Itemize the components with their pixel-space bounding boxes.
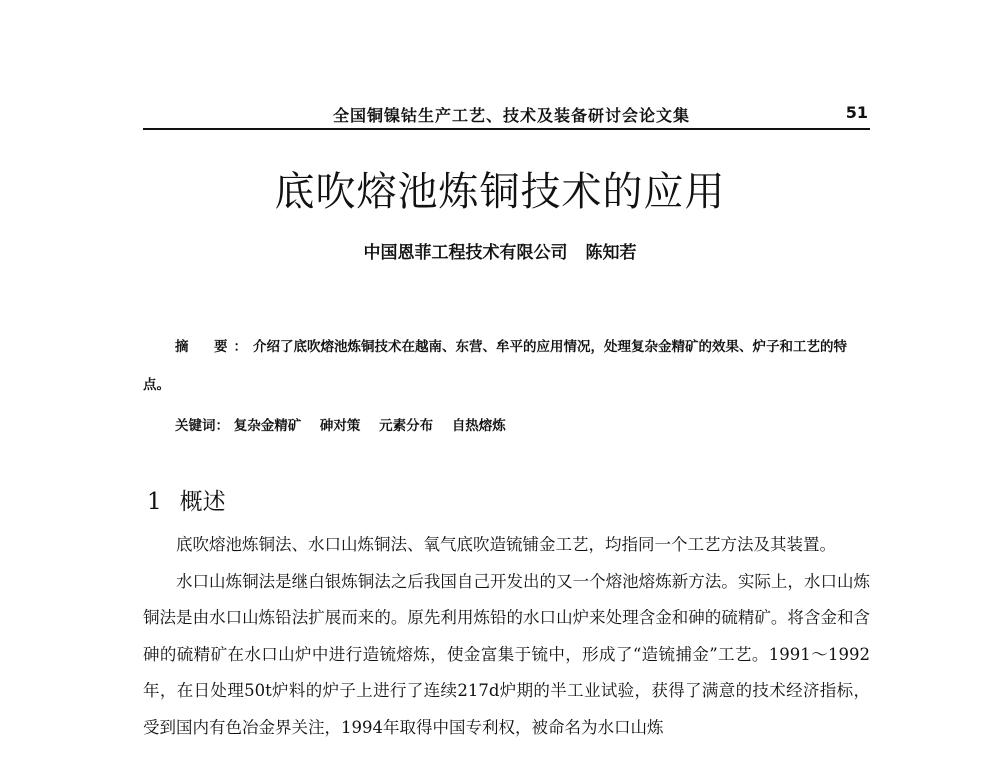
keyword: 砷对策 [319, 418, 361, 434]
keyword: 自热熔炼 [451, 418, 506, 434]
article-title: 底吹熔池炼铜技术的应用 [274, 169, 726, 215]
series-title: 全国铜镍钴生产工艺、技术及装备研讨会论文集 [333, 106, 691, 125]
abstract-label: 摘 要： [175, 339, 253, 355]
author-line [0, 238, 1000, 263]
keyword: 元素分布 [379, 418, 434, 434]
abstract [143, 328, 870, 404]
author-name: 陈知若 [585, 243, 637, 263]
paragraph: 水口山炼铜法是继白银炼铜法之后我国自己开发出的又一个熔池熔炼新方法。实际上，水口山炼铜法是由水口山炼铅法扩展而来的。原先利用炼铅的水口山炉来处理含金和砷的硫精矿。将含金和含砷的硫精矿在水口山炉中进行造锍熔炼，使金富集于锍中，形成了“造锍捕金”工艺。1991～1992年，在日处理50t炉料的炉子上进行了连续217d炉期的半工业试验，获得了满意的技术经济指标，受到国内有色冶金界关注，1994年取得中国专利权，被命名为水口山炼 [143, 571, 870, 737]
page-number: 51 [845, 103, 868, 122]
keyword: 复杂金精矿 [233, 418, 302, 434]
affiliation: 中国恩菲工程技术有限公司 [363, 243, 568, 263]
section-heading [147, 483, 226, 516]
header-rule [143, 128, 870, 130]
section-title: 概述 [179, 489, 226, 515]
keywords [175, 414, 520, 434]
paragraph: 底吹熔池炼铜法、水口山炼铜法、氧气底吹造锍铺金工艺，均指同一个工艺方法及其装置。 [176, 535, 836, 554]
keywords-label: 关键词： [175, 418, 229, 434]
body-text [143, 527, 870, 746]
section-number: 1 [147, 489, 162, 515]
running-header [143, 103, 870, 129]
abstract-text: 介绍了底吹熔池炼铜技术在越南、东营、牟平的应用情况，处理复杂金精矿的效果、炉子和工艺的特点。 [143, 339, 847, 393]
